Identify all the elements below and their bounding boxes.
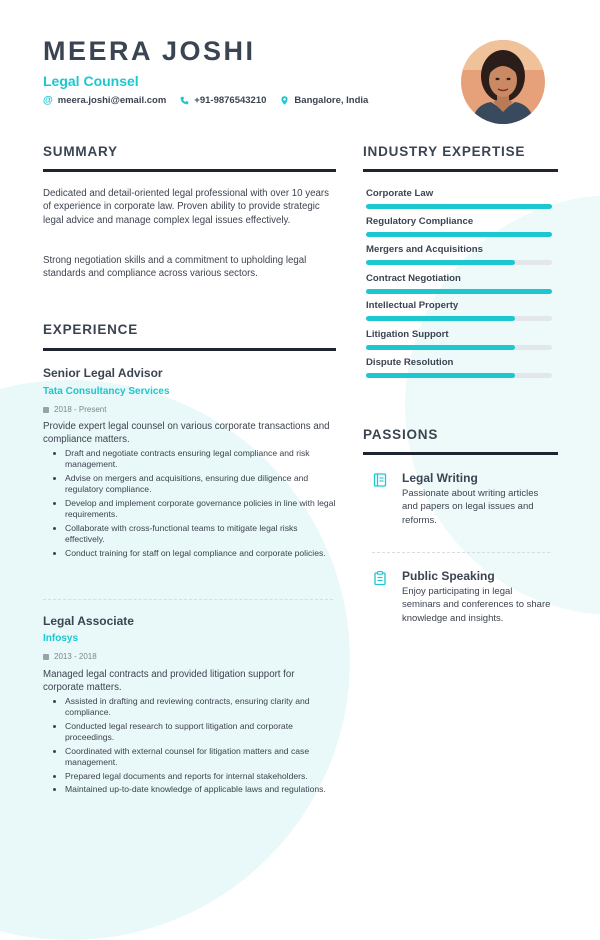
job-bullet: Draft and negotiate contracts ensuring legal compliance and risk management. (43, 448, 339, 471)
expertise-divider (363, 169, 558, 172)
job-bullet: Develop and implement corporate governance policies in line with legal requirements. (43, 498, 339, 521)
job-title: Legal Associate (43, 614, 134, 628)
job-bullets (43, 696, 339, 798)
job-separator (43, 599, 333, 600)
calendar-icon (43, 654, 49, 660)
skill-label: Intellectual Property (366, 300, 459, 311)
skill-item (366, 329, 552, 350)
skill-label: Regulatory Compliance (366, 216, 474, 227)
skill-bar-fill (366, 373, 515, 378)
job-bullet: Advise on mergers and acquisitions, ensuring due diligence and regulatory compliance. (43, 473, 339, 496)
skill-bar-fill (366, 260, 515, 265)
job-bullet: Prepared legal documents and reports for internal stakeholders. (43, 771, 339, 782)
skill-label: Contract Negotiation (366, 273, 461, 284)
location-text: Bangalore, India (294, 95, 369, 106)
map-pin-icon (280, 96, 289, 105)
passion-description: Passionate about writing articles and papers on legal issues and reforms. (402, 488, 539, 526)
passions-heading: PASSIONS (363, 427, 439, 442)
job-dates (43, 652, 97, 661)
skill-item (366, 273, 552, 294)
contact-location (280, 95, 368, 106)
skill-bar-fill (366, 232, 552, 237)
skill-bar (366, 232, 552, 237)
phone-icon (180, 96, 189, 105)
calendar-icon (43, 407, 49, 413)
skill-label: Litigation Support (366, 329, 449, 340)
passion-title: Legal Writing (402, 471, 478, 485)
summary-divider (43, 169, 336, 172)
job-description: Provide expert legal counsel on various corporate transactions and compliance matters. (43, 421, 330, 446)
skill-bar-fill (366, 345, 515, 350)
skill-label: Corporate Law (366, 188, 434, 199)
skill-label: Mergers and Acquisitions (366, 244, 483, 255)
job-bullet: Maintained up-to-date knowledge of applicable laws and regulations. (43, 784, 339, 795)
job-company: Tata Consultancy Services (43, 386, 170, 397)
summary-paragraph-2: Strong negotiation skills and a commitment to upholding legal standards and compliance across various sectors. (43, 255, 307, 280)
contact-email[interactable] (43, 95, 166, 106)
phone-text: +91-9876543210 (194, 95, 267, 106)
skill-item (366, 357, 552, 378)
skill-bar-fill (366, 289, 552, 294)
contact-bar (43, 95, 368, 106)
skill-item (366, 244, 552, 265)
passion-title: Public Speaking (402, 569, 495, 583)
candidate-name: MEERA JOSHI (43, 36, 256, 66)
skill-bar (366, 204, 552, 209)
profile-photo (461, 40, 545, 124)
skill-bar (366, 289, 552, 294)
job-company: Infosys (43, 633, 79, 644)
job-description: Managed legal contracts and provided litigation support for corporate matters. (43, 669, 295, 694)
skill-bar (366, 260, 552, 265)
job-bullet: Coordinated with external counsel for litigation matters and case management. (43, 746, 339, 769)
job-bullet: Collaborate with cross-functional teams to mitigate legal risks effectively. (43, 523, 339, 546)
job-dates (43, 405, 106, 414)
passion-separator (372, 552, 550, 553)
experience-heading: EXPERIENCE (43, 322, 139, 337)
avatar-portrait (461, 40, 545, 124)
skill-label: Dispute Resolution (366, 357, 454, 368)
job-bullets (43, 448, 339, 561)
contact-phone[interactable] (180, 95, 266, 106)
passion-description: Enjoy participating in legal seminars and conferences to share knowledge and insights. (402, 586, 551, 624)
summary-paragraph-1: Dedicated and detail-oriented legal professional with over 10 years of experience in corporate law. Proven ability to provide strategic legal advice and manage complex legal issues effectively. (43, 188, 329, 226)
skill-item (366, 188, 552, 209)
email-text: meera.joshi@email.com (57, 95, 167, 106)
passions-divider (363, 452, 558, 455)
skill-bar-fill (366, 204, 552, 209)
at-icon: @ (43, 95, 53, 106)
expertise-heading: INDUSTRY EXPERTISE (363, 144, 526, 159)
job-bullet: Assisted in drafting and reviewing contracts, ensuring clarity and compliance. (43, 696, 339, 719)
job-bullet: Conduct training for staff on legal compliance and corporate policies. (43, 548, 339, 559)
skill-item (366, 300, 552, 321)
experience-divider (43, 348, 336, 351)
skill-bar (366, 316, 552, 321)
job-dates-text: 2018 - Present (54, 405, 107, 414)
candidate-title: Legal Counsel (43, 73, 139, 89)
book-icon (373, 473, 387, 487)
skill-bar (366, 373, 552, 378)
job-bullet: Conducted legal research to support litigation and corporate proceedings. (43, 721, 339, 744)
clipboard-icon (373, 571, 387, 585)
summary-heading: SUMMARY (43, 144, 118, 159)
skill-bar-fill (366, 316, 515, 321)
job-dates-text: 2013 - 2018 (54, 652, 97, 661)
job-title: Senior Legal Advisor (43, 366, 163, 380)
skill-bar (366, 345, 552, 350)
skill-item (366, 216, 552, 237)
